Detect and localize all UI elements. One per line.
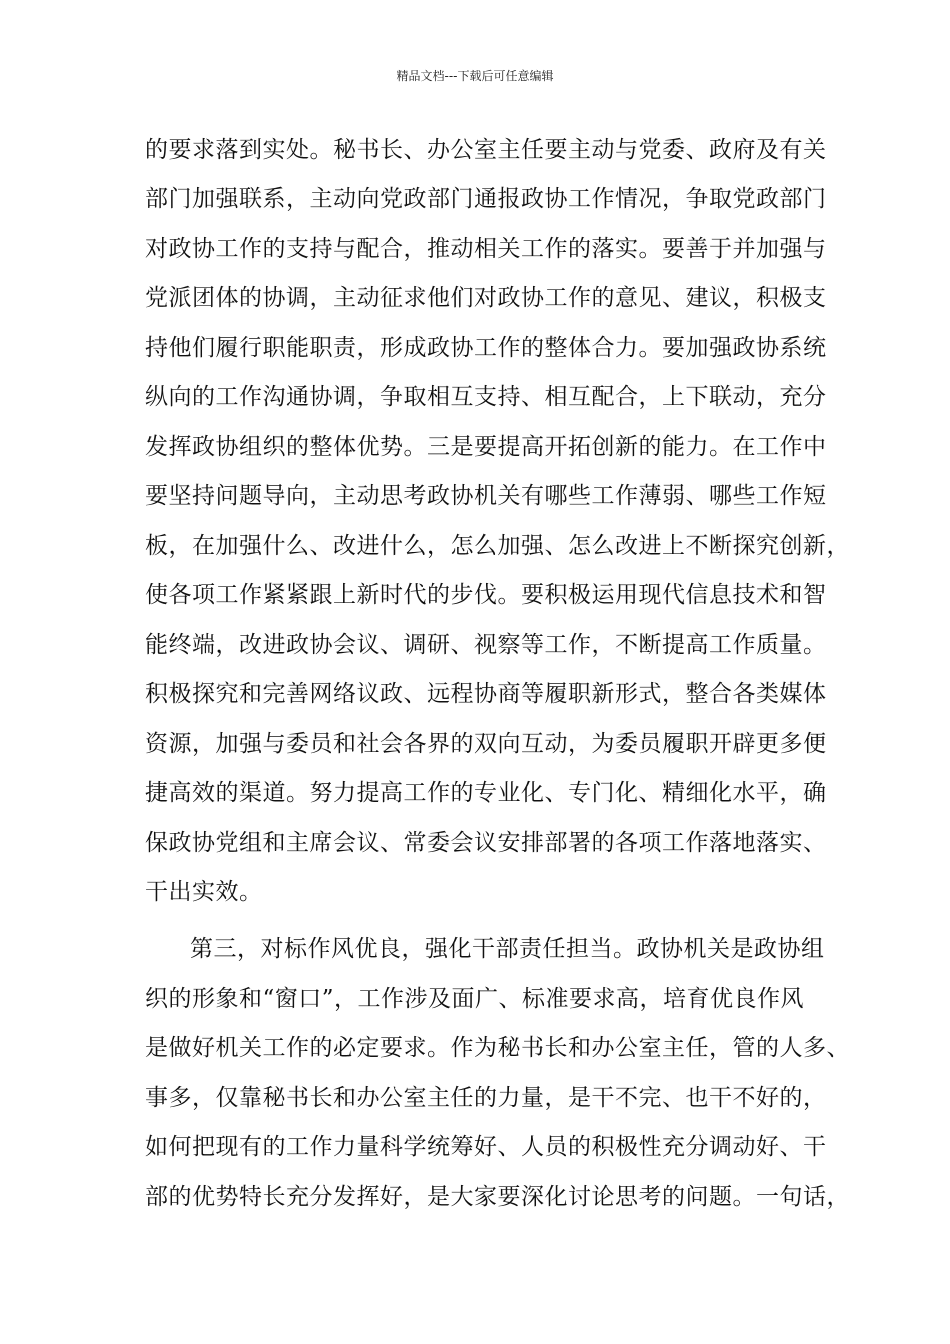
- text-line: 发挥政协组织的整体优势。三是要提高开拓创新的能力。在工作中: [145, 434, 827, 460]
- text-line: 持他们履行职能职责，形成政协工作的整体合力。要加强政协系统: [145, 335, 827, 361]
- text-line: 第三，对标作风优良，强化干部责任担当。政协机关是政协组: [190, 936, 825, 962]
- text-line: 板，在加强什么、改进什么，怎么加强、怎么改进上不断探究创新，: [145, 533, 850, 559]
- text-line: 织的形象和“窗口”，工作涉及面广、标准要求高，培育优良作风: [145, 986, 805, 1012]
- page-header: 精品文档---下载后可任意编辑: [396, 69, 554, 83]
- text-line: 对政协工作的支持与配合，推动相关工作的落实。要善于并加强与: [145, 236, 827, 262]
- text-line: 使各项工作紧紧跟上新时代的步伐。要积极运用现代信息技术和智: [145, 582, 827, 608]
- text-line: 捷高效的渠道。努力提高工作的专业化、专门化、精细化水平，确: [145, 780, 827, 806]
- text-line: 能终端，改进政协会议、调研、视察等工作，不断提高工作质量。: [145, 632, 827, 658]
- text-line: 的要求落到实处。秘书长、办公室主任要主动与党委、政府及有关: [145, 137, 827, 163]
- text-line: 如何把现有的工作力量科学统筹好、人员的积极性充分调动好、干: [145, 1134, 827, 1160]
- text-line: 部门加强联系，主动向党政部门通报政协工作情况，争取党政部门: [145, 186, 827, 212]
- text-line: 党派团体的协调，主动征求他们对政协工作的意见、建议，积极支: [145, 285, 827, 311]
- text-line: 保政协党组和主席会议、常委会议安排部署的各项工作落地落实、: [145, 830, 827, 856]
- text-line: 纵向的工作沟通协调，争取相互支持、相互配合，上下联动，充分: [145, 384, 827, 410]
- text-line: 是做好机关工作的必定要求。作为秘书长和办公室主任，管的人多、: [145, 1035, 850, 1061]
- text-line: 事多，仅靠秘书长和办公室主任的力量，是干不完、也干不好的，: [145, 1085, 827, 1111]
- text-line: 部的优势特长充分发挥好，是大家要深化讨论思考的问题。一句话，: [145, 1184, 850, 1210]
- text-line: 积极探究和完善网络议政、远程协商等履职新形式，整合各类媒体: [145, 681, 827, 707]
- text-line: 干出实效。: [145, 879, 263, 905]
- text-line: 资源，加强与委员和社会各界的双向互动，为委员履职开辟更多便: [145, 731, 827, 757]
- text-line: 要坚持问题导向，主动思考政协机关有哪些工作薄弱、哪些工作短: [145, 483, 827, 509]
